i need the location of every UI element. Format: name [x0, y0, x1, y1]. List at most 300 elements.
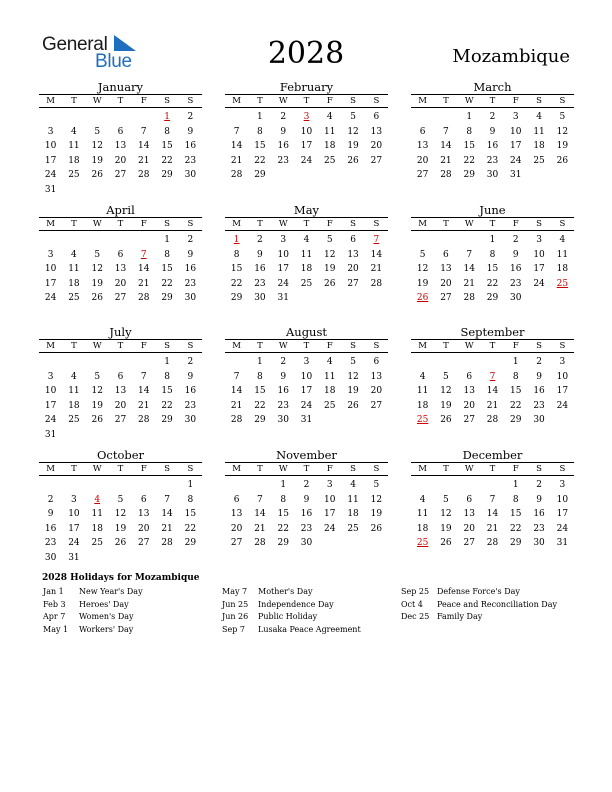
day-cell: 2 — [257, 235, 263, 245]
day-cell: 2 — [489, 112, 496, 122]
day-cell: 5 — [559, 112, 566, 122]
empty-cell — [434, 355, 457, 370]
empty-cell — [411, 355, 434, 370]
holiday-date: May 7 — [222, 587, 248, 596]
day-cell: 25 — [68, 415, 80, 426]
logo-text-blue: Blue — [95, 51, 132, 72]
day-cell: 10 — [277, 249, 289, 260]
day-cell: 16 — [184, 141, 197, 152]
country-name: Mozambique — [452, 46, 570, 67]
day-cell: 29 — [463, 170, 475, 181]
day-cell: 21 — [486, 400, 499, 411]
day-cell: 1 — [257, 357, 263, 367]
day-cell: 19 — [440, 400, 452, 411]
day-cell: 25 — [347, 523, 359, 534]
day-cell: 17 — [277, 264, 289, 275]
day-cell: 22 — [254, 155, 266, 166]
day-cell: 17 — [300, 141, 313, 152]
empty-cell — [86, 110, 109, 125]
weekday-label: S — [164, 464, 170, 474]
day-cell: 9 — [536, 494, 542, 505]
day-cell: 12 — [91, 141, 103, 152]
day-cell: 12 — [347, 371, 359, 382]
day-cell: 4 — [71, 249, 77, 260]
weekday-label: W — [464, 219, 474, 229]
day-cell: 17 — [300, 386, 313, 397]
month-name: March — [473, 80, 512, 94]
day-cell: 19 — [91, 278, 103, 289]
day-cell: 8 — [280, 494, 287, 505]
holiday-date: Sep 25 — [401, 587, 430, 596]
day-cell: 17 — [556, 509, 569, 520]
empty-cell — [86, 478, 109, 493]
day-cell: 11 — [68, 264, 80, 275]
day-cell: 28 — [440, 170, 452, 181]
empty-cell — [62, 355, 85, 370]
day-cell: 28 — [230, 170, 243, 181]
weekday-label: M — [418, 464, 427, 474]
empty-cell — [458, 478, 481, 493]
day-cell: 29 — [161, 170, 173, 181]
day-cell: 26 — [114, 538, 127, 549]
day-cell: 26 — [347, 155, 359, 166]
weekday-label: T — [117, 341, 124, 351]
day-cell: 8 — [257, 371, 263, 382]
day-cell: 29 — [510, 415, 522, 426]
day-cell: 4 — [71, 371, 77, 382]
day-cell: 10 — [510, 126, 522, 137]
holiday-date: Sep 7 — [222, 624, 245, 634]
day-cell: 11 — [533, 126, 545, 137]
month-march — [411, 80, 574, 183]
day-cell: 3 — [280, 235, 287, 245]
month-october — [39, 448, 202, 566]
month-name: December — [462, 448, 523, 462]
empty-cell — [458, 355, 481, 370]
day-cell: 15 — [277, 509, 289, 520]
day-cell: 12 — [440, 509, 452, 520]
day-cell: 30 — [184, 170, 197, 181]
empty-cell — [458, 233, 481, 248]
day-cell: 19 — [114, 523, 127, 534]
day-cell: 25 — [533, 155, 545, 166]
day-grid — [411, 110, 574, 183]
day-cell: 5 — [443, 494, 449, 505]
day-cell: 21 — [161, 523, 173, 534]
day-cell: 4 — [350, 480, 356, 490]
day-cell: 2 — [536, 480, 542, 490]
empty-cell — [132, 233, 155, 248]
day-cell: 10 — [300, 126, 313, 137]
day-cell: 19 — [91, 155, 103, 166]
day-cell: 15 — [486, 264, 499, 275]
day-cell: 1 — [257, 112, 263, 122]
weekday-label: W — [464, 464, 474, 474]
weekday-header — [411, 94, 574, 108]
weekday-label: W — [278, 96, 288, 106]
day-cell: 14 — [138, 264, 150, 275]
day-cell: 24 — [44, 293, 57, 304]
empty-cell — [481, 355, 504, 370]
day-cell: 26 — [347, 400, 359, 411]
empty-cell — [39, 478, 62, 493]
day-cell: 21 — [254, 523, 266, 534]
day-cell: 5 — [373, 480, 380, 490]
day-cell: 19 — [370, 509, 383, 520]
day-cell: 8 — [512, 371, 519, 382]
day-cell: 22 — [510, 400, 522, 411]
weekday-label: S — [350, 341, 356, 351]
day-cell: 30 — [184, 293, 197, 304]
day-cell: 22 — [184, 523, 197, 534]
day-cell: 11 — [416, 386, 429, 397]
day-cell: 27 — [370, 155, 383, 166]
day-cell: 21 — [486, 523, 499, 534]
holiday-item — [43, 586, 143, 599]
empty-cell — [225, 110, 248, 125]
day-cell: 24 — [44, 415, 57, 426]
day-cell: 8 — [489, 249, 496, 260]
day-cell: 20 — [370, 141, 383, 152]
day-cell: 3 — [47, 249, 54, 260]
day-cell: 18 — [68, 400, 80, 411]
holiday-day-cell: 3 — [303, 112, 310, 122]
weekday-label: F — [140, 341, 147, 351]
weekday-header — [411, 217, 574, 231]
day-cell: 3 — [326, 480, 333, 490]
weekday-label: S — [559, 341, 566, 351]
day-cell: 27 — [138, 538, 150, 549]
empty-cell — [132, 355, 155, 370]
day-cell: 6 — [140, 494, 147, 505]
day-cell: 26 — [91, 415, 103, 426]
weekday-header — [225, 462, 388, 476]
month-name: July — [109, 325, 132, 339]
day-grid — [39, 478, 202, 566]
day-cell: 22 — [230, 278, 243, 289]
day-cell: 2 — [187, 112, 194, 122]
day-cell: 9 — [257, 249, 263, 260]
day-cell: 27 — [370, 400, 383, 411]
weekday-label: F — [140, 96, 147, 106]
holiday-day-cell: 26 — [416, 293, 429, 304]
month-september — [411, 325, 574, 428]
weekday-label: M — [418, 219, 427, 229]
day-grid — [225, 478, 388, 551]
day-cell: 16 — [184, 264, 197, 275]
day-cell: 16 — [277, 141, 289, 152]
day-cell: 15 — [510, 386, 522, 397]
day-cell: 14 — [463, 264, 475, 275]
weekday-label: S — [164, 219, 170, 229]
weekday-label: T — [71, 341, 77, 351]
day-cell: 3 — [71, 494, 77, 505]
day-grid — [39, 355, 202, 443]
weekday-label: S — [350, 219, 356, 229]
day-cell: 12 — [91, 264, 103, 275]
holiday-column — [43, 586, 143, 636]
day-cell: 23 — [184, 155, 197, 166]
day-cell: 20 — [463, 523, 475, 534]
day-cell: 30 — [184, 415, 197, 426]
holiday-item — [401, 586, 557, 599]
day-cell: 18 — [533, 141, 545, 152]
holiday-item — [401, 611, 557, 624]
holiday-item — [222, 599, 361, 612]
day-cell: 13 — [230, 509, 243, 520]
day-cell: 18 — [68, 155, 80, 166]
weekday-label: S — [164, 341, 170, 351]
day-cell: 28 — [486, 415, 499, 426]
empty-cell — [62, 110, 85, 125]
day-cell: 25 — [91, 538, 103, 549]
day-cell: 9 — [536, 371, 542, 382]
day-cell: 7 — [489, 494, 496, 505]
day-cell: 2 — [47, 494, 54, 505]
day-cell: 24 — [556, 523, 569, 534]
month-april — [39, 203, 202, 306]
day-cell: 11 — [91, 509, 103, 520]
weekday-label: M — [46, 219, 55, 229]
month-november — [225, 448, 388, 551]
day-cell: 5 — [350, 112, 356, 122]
day-cell: 7 — [164, 494, 170, 505]
day-cell: 12 — [91, 386, 103, 397]
day-cell: 26 — [91, 293, 103, 304]
day-cell: 17 — [510, 141, 522, 152]
day-cell: 21 — [138, 400, 150, 411]
holiday-column — [401, 586, 557, 624]
day-cell: 18 — [347, 509, 359, 520]
day-cell: 13 — [370, 371, 383, 382]
day-cell: 2 — [187, 235, 194, 245]
day-cell: 6 — [443, 249, 449, 260]
day-cell: 15 — [254, 141, 266, 152]
holiday-day-cell: 7 — [373, 235, 380, 245]
day-cell: 31 — [44, 184, 57, 195]
weekday-label: T — [443, 219, 449, 229]
day-cell: 21 — [138, 155, 150, 166]
day-cell: 16 — [533, 386, 545, 397]
day-cell: 31 — [510, 170, 522, 181]
weekday-label: F — [326, 219, 333, 229]
day-cell: 15 — [463, 141, 475, 152]
weekday-label: S — [536, 464, 542, 474]
day-cell: 9 — [512, 249, 519, 260]
weekday-label: T — [303, 96, 310, 106]
weekday-header — [39, 217, 202, 231]
weekday-label: M — [232, 219, 241, 229]
day-cell: 8 — [164, 249, 170, 260]
day-cell: 18 — [324, 386, 336, 397]
weekday-label: W — [92, 464, 102, 474]
holiday-name: Heroes' Day — [79, 599, 129, 609]
day-cell: 29 — [161, 415, 173, 426]
day-cell: 19 — [91, 400, 103, 411]
holiday-day-cell: 4 — [94, 494, 101, 505]
day-cell: 30 — [44, 552, 57, 563]
empty-cell — [434, 478, 457, 493]
day-cell: 11 — [300, 249, 313, 260]
day-cell: 27 — [230, 538, 243, 549]
weekday-label: S — [164, 96, 170, 106]
month-december — [411, 448, 574, 551]
weekday-header — [411, 339, 574, 353]
day-cell: 27 — [440, 293, 452, 304]
day-cell: 26 — [91, 170, 103, 181]
empty-cell — [434, 110, 457, 125]
day-cell: 11 — [556, 249, 569, 260]
weekday-label: T — [489, 219, 496, 229]
day-cell: 10 — [556, 494, 569, 505]
day-cell: 21 — [230, 400, 243, 411]
holiday-day-cell: 1 — [164, 112, 170, 122]
day-cell: 9 — [187, 126, 194, 137]
day-cell: 21 — [138, 278, 150, 289]
day-cell: 13 — [114, 141, 127, 152]
day-cell: 27 — [347, 278, 359, 289]
empty-cell — [481, 478, 504, 493]
day-cell: 23 — [510, 278, 522, 289]
holiday-name: Family Day — [437, 612, 483, 622]
weekday-label: F — [512, 219, 519, 229]
holiday-name: New Year's Day — [79, 587, 143, 596]
weekday-label: T — [489, 96, 496, 106]
empty-cell — [62, 478, 85, 493]
day-cell: 8 — [512, 494, 519, 505]
day-cell: 11 — [324, 126, 336, 137]
month-july — [39, 325, 202, 443]
day-cell: 20 — [114, 278, 127, 289]
month-name: May — [293, 203, 320, 217]
day-cell: 13 — [138, 509, 150, 520]
holiday-item — [43, 599, 143, 612]
day-cell: 11 — [68, 141, 80, 152]
day-cell: 8 — [466, 126, 473, 137]
weekday-label: W — [278, 341, 288, 351]
day-cell: 15 — [161, 264, 173, 275]
day-cell: 18 — [300, 264, 313, 275]
weekday-label: T — [489, 464, 496, 474]
weekday-label: T — [71, 464, 77, 474]
day-cell: 15 — [184, 509, 197, 520]
day-cell: 21 — [440, 155, 452, 166]
holiday-item — [43, 611, 143, 624]
day-cell: 25 — [324, 155, 336, 166]
day-cell: 16 — [486, 141, 499, 152]
day-cell: 31 — [68, 552, 80, 563]
weekday-label: F — [512, 341, 519, 351]
day-cell: 14 — [486, 509, 499, 520]
day-cell: 10 — [44, 386, 57, 397]
day-cell: 13 — [114, 386, 127, 397]
day-cell: 25 — [324, 400, 336, 411]
weekday-label: T — [117, 464, 124, 474]
empty-cell — [109, 233, 132, 248]
day-cell: 7 — [466, 249, 473, 260]
weekday-label: W — [278, 219, 288, 229]
day-cell: 20 — [138, 523, 150, 534]
weekday-label: T — [443, 341, 449, 351]
day-cell: 24 — [300, 155, 313, 166]
day-cell: 20 — [440, 278, 452, 289]
month-name: February — [279, 80, 334, 94]
day-cell: 23 — [277, 155, 289, 166]
weekday-label: S — [536, 96, 542, 106]
day-cell: 31 — [277, 293, 289, 304]
month-name: April — [106, 203, 135, 217]
day-cell: 30 — [533, 538, 545, 549]
day-cell: 20 — [114, 155, 127, 166]
day-cell: 27 — [416, 170, 429, 181]
day-cell: 28 — [486, 538, 499, 549]
day-cell: 4 — [419, 494, 426, 505]
month-name: August — [285, 325, 327, 339]
day-cell: 20 — [370, 386, 383, 397]
day-cell: 8 — [257, 126, 263, 137]
holiday-name: Public Holiday — [258, 612, 318, 622]
day-cell: 24 — [277, 278, 289, 289]
day-cell: 22 — [161, 400, 173, 411]
day-cell: 5 — [94, 126, 101, 137]
day-cell: 18 — [556, 264, 569, 275]
weekday-header — [225, 339, 388, 353]
day-cell: 14 — [370, 249, 383, 260]
holiday-item — [401, 599, 557, 612]
weekday-label: T — [489, 341, 496, 351]
empty-cell — [225, 355, 248, 370]
day-cell: 8 — [164, 126, 170, 137]
weekday-label: T — [443, 96, 449, 106]
empty-cell — [411, 478, 434, 493]
day-cell: 7 — [443, 126, 449, 137]
day-cell: 16 — [510, 264, 522, 275]
day-cell: 2 — [303, 480, 310, 490]
holiday-date: Oct 4 — [401, 599, 423, 609]
weekday-label: M — [418, 96, 427, 106]
day-cell: 6 — [117, 126, 124, 137]
day-cell: 5 — [419, 249, 426, 260]
day-cell: 23 — [533, 523, 545, 534]
day-cell: 24 — [324, 523, 336, 534]
day-cell: 13 — [370, 126, 383, 137]
day-cell: 14 — [161, 509, 173, 520]
day-cell: 29 — [510, 538, 522, 549]
weekday-label: S — [350, 96, 356, 106]
day-cell: 25 — [68, 293, 80, 304]
weekday-label: T — [117, 219, 124, 229]
day-cell: 2 — [280, 112, 287, 122]
weekday-header — [39, 94, 202, 108]
weekday-label: F — [512, 96, 519, 106]
day-cell: 16 — [184, 386, 197, 397]
day-cell: 5 — [326, 235, 333, 245]
weekday-label: T — [303, 341, 310, 351]
day-cell: 13 — [114, 264, 127, 275]
empty-cell — [86, 355, 109, 370]
holiday-name: Peace and Reconciliation Day — [437, 599, 557, 609]
weekday-label: S — [373, 341, 380, 351]
weekday-label: S — [373, 464, 380, 474]
day-cell: 28 — [230, 415, 243, 426]
day-cell: 2 — [512, 235, 519, 245]
day-cell: 20 — [463, 400, 475, 411]
day-grid — [411, 355, 574, 428]
day-cell: 31 — [300, 415, 313, 426]
day-cell: 1 — [164, 235, 170, 245]
day-cell: 3 — [559, 480, 566, 490]
weekday-label: W — [92, 341, 102, 351]
